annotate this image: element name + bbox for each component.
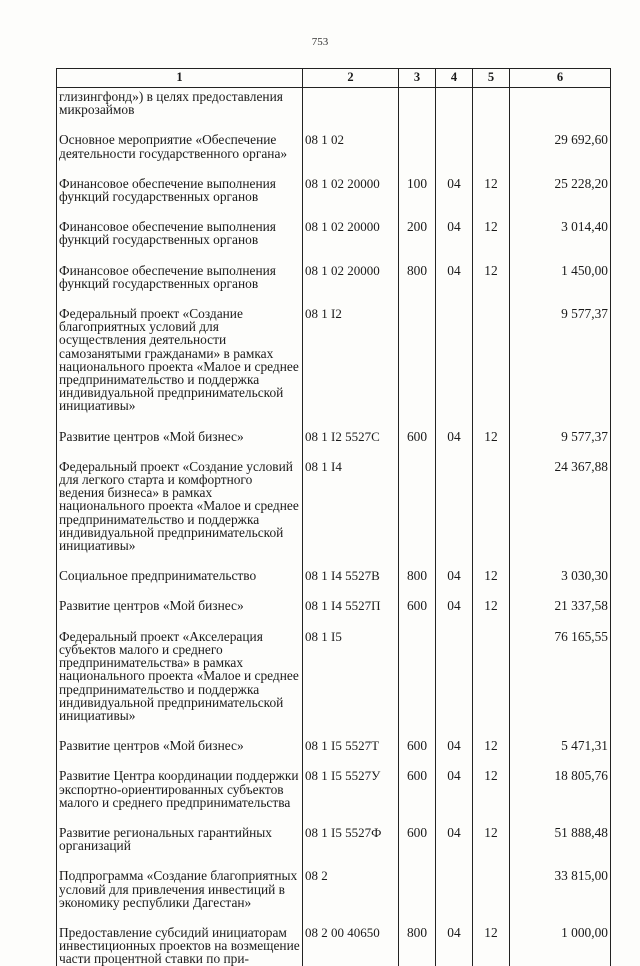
row-rz: 04 — [436, 262, 473, 305]
row-name: Основное мероприятие «Обеспечение деятельности государственного органа» — [57, 131, 303, 174]
row-pr: 12 — [473, 428, 510, 458]
row-name: Федеральный проект «Акселерация субъектов малого и среднего предпринимательства» в рамках национального проекта «Малое и среднее предпринимательство и поддержка индивидуальной предпринимательской инициативы» — [57, 628, 303, 737]
row-amount: 18 805,76 — [510, 767, 611, 824]
header-col-3: 3 — [399, 69, 436, 88]
row-vr — [399, 867, 436, 924]
row-code: 08 1 02 20000 — [303, 262, 399, 305]
row-amount: 3 014,40 — [510, 218, 611, 261]
table-row — [57, 218, 611, 261]
row-rz — [436, 305, 473, 428]
row-pr — [473, 628, 510, 737]
row-code: 08 1 02 — [303, 131, 399, 174]
header-col-4: 4 — [436, 69, 473, 88]
row-pr — [473, 867, 510, 924]
row-pr: 12 — [473, 824, 510, 867]
row-rz: 04 — [436, 597, 473, 627]
row-pr — [473, 88, 510, 132]
row-amount: 9 577,37 — [510, 428, 611, 458]
row-code: 08 1 I5 5527Т — [303, 737, 399, 767]
row-name: Развитие региональных гарантийных организаций — [57, 824, 303, 867]
row-rz: 04 — [436, 824, 473, 867]
row-pr: 12 — [473, 737, 510, 767]
row-code: 08 2 — [303, 867, 399, 924]
header-col-6: 6 — [510, 69, 611, 88]
row-rz: 04 — [436, 767, 473, 824]
row-pr — [473, 131, 510, 174]
page-number: 753 — [311, 36, 329, 48]
budget-table — [56, 68, 611, 966]
row-code: 08 2 00 40650 — [303, 924, 399, 966]
row-code: 08 1 I4 5527В — [303, 567, 399, 597]
row-rz: 04 — [436, 218, 473, 261]
row-vr — [399, 628, 436, 737]
row-amount: 3 030,30 — [510, 567, 611, 597]
table-row — [57, 131, 611, 174]
header-col-1: 1 — [57, 69, 303, 88]
row-vr — [399, 305, 436, 428]
row-vr — [399, 458, 436, 567]
row-amount: 5 471,31 — [510, 737, 611, 767]
table-header-row — [57, 69, 611, 88]
row-vr: 600 — [399, 737, 436, 767]
row-pr — [473, 305, 510, 428]
row-name: Социальное предпринимательство — [57, 567, 303, 597]
row-code: 08 1 I5 5527Ф — [303, 824, 399, 867]
row-name: Развитие Центра координации поддержки экспортно-ориентированных субъектов малого и среднего предпринимательства — [57, 767, 303, 824]
row-vr — [399, 131, 436, 174]
row-pr: 12 — [473, 218, 510, 261]
row-name: Финансовое обеспечение выполнения функций государственных органов — [57, 262, 303, 305]
header-col-2: 2 — [303, 69, 399, 88]
row-vr: 200 — [399, 218, 436, 261]
table-row — [57, 88, 611, 132]
row-code: 08 1 I4 5527П — [303, 597, 399, 627]
row-amount: 24 367,88 — [510, 458, 611, 567]
row-vr: 800 — [399, 924, 436, 966]
row-amount: 25 228,20 — [510, 175, 611, 218]
row-rz: 04 — [436, 428, 473, 458]
row-code: 08 1 I5 5527У — [303, 767, 399, 824]
row-pr: 12 — [473, 597, 510, 627]
row-code: 08 1 I2 — [303, 305, 399, 428]
row-name: Предоставление субсидий инициаторам инвестиционных проектов на возмещение части процентной ставки по при- — [57, 924, 303, 966]
header-col-5: 5 — [473, 69, 510, 88]
row-amount: 33 815,00 — [510, 867, 611, 924]
table-row — [57, 175, 611, 218]
row-rz: 04 — [436, 924, 473, 966]
row-name: Развитие центров «Мой бизнес» — [57, 597, 303, 627]
table-row — [57, 824, 611, 867]
table-row — [57, 567, 611, 597]
row-name: Развитие центров «Мой бизнес» — [57, 737, 303, 767]
table-row — [57, 767, 611, 824]
row-rz: 04 — [436, 737, 473, 767]
row-rz: 04 — [436, 567, 473, 597]
table-row — [57, 628, 611, 737]
row-amount: 9 577,37 — [510, 305, 611, 428]
row-vr: 600 — [399, 597, 436, 627]
row-name: Подпрограмма «Создание благоприятных условий для привлечения инвестиций в экономику республики Дагестан» — [57, 867, 303, 924]
row-code — [303, 88, 399, 132]
row-name: Федеральный проект «Создание условий для легкого старта и комфортного ведения бизнеса» в рамках национального проекта «Малое и среднее предпринимательство и поддержка индивидуальной предпринимательской инициативы» — [57, 458, 303, 567]
row-name: глизингфонд») в целях предоставления микрозаймов — [57, 88, 303, 132]
row-rz — [436, 458, 473, 567]
row-code: 08 1 I5 — [303, 628, 399, 737]
row-vr: 800 — [399, 567, 436, 597]
table-row — [57, 597, 611, 627]
row-rz: 04 — [436, 175, 473, 218]
row-vr: 800 — [399, 262, 436, 305]
table-row — [57, 924, 611, 966]
row-amount: 21 337,58 — [510, 597, 611, 627]
row-pr: 12 — [473, 767, 510, 824]
table-row — [57, 458, 611, 567]
table-row — [57, 428, 611, 458]
row-vr: 600 — [399, 767, 436, 824]
row-amount: 1 000,00 — [510, 924, 611, 966]
row-code: 08 1 I2 5527С — [303, 428, 399, 458]
row-rz — [436, 88, 473, 132]
row-rz — [436, 867, 473, 924]
row-pr — [473, 458, 510, 567]
row-amount: 1 450,00 — [510, 262, 611, 305]
table-row — [57, 737, 611, 767]
table-row — [57, 867, 611, 924]
row-pr: 12 — [473, 262, 510, 305]
row-pr: 12 — [473, 924, 510, 966]
row-amount — [510, 88, 611, 132]
row-name: Развитие центров «Мой бизнес» — [57, 428, 303, 458]
table-row — [57, 262, 611, 305]
row-name: Финансовое обеспечение выполнения функций государственных органов — [57, 218, 303, 261]
row-vr: 100 — [399, 175, 436, 218]
row-vr — [399, 88, 436, 132]
row-pr: 12 — [473, 567, 510, 597]
row-amount: 51 888,48 — [510, 824, 611, 867]
row-amount: 29 692,60 — [510, 131, 611, 174]
row-code: 08 1 I4 — [303, 458, 399, 567]
row-vr: 600 — [399, 428, 436, 458]
row-pr: 12 — [473, 175, 510, 218]
row-code: 08 1 02 20000 — [303, 218, 399, 261]
row-amount: 76 165,55 — [510, 628, 611, 737]
row-code: 08 1 02 20000 — [303, 175, 399, 218]
row-vr: 600 — [399, 824, 436, 867]
row-name: Федеральный проект «Создание благоприятных условий для осуществления деятельности самозанятыми гражданами» в рамках национального проекта «Малое и среднее предпринимательство и поддержка индивидуальной предпринимательской инициативы» — [57, 305, 303, 428]
row-name: Финансовое обеспечение выполнения функций государственных органов — [57, 175, 303, 218]
table-row — [57, 305, 611, 428]
row-rz — [436, 628, 473, 737]
row-rz — [436, 131, 473, 174]
